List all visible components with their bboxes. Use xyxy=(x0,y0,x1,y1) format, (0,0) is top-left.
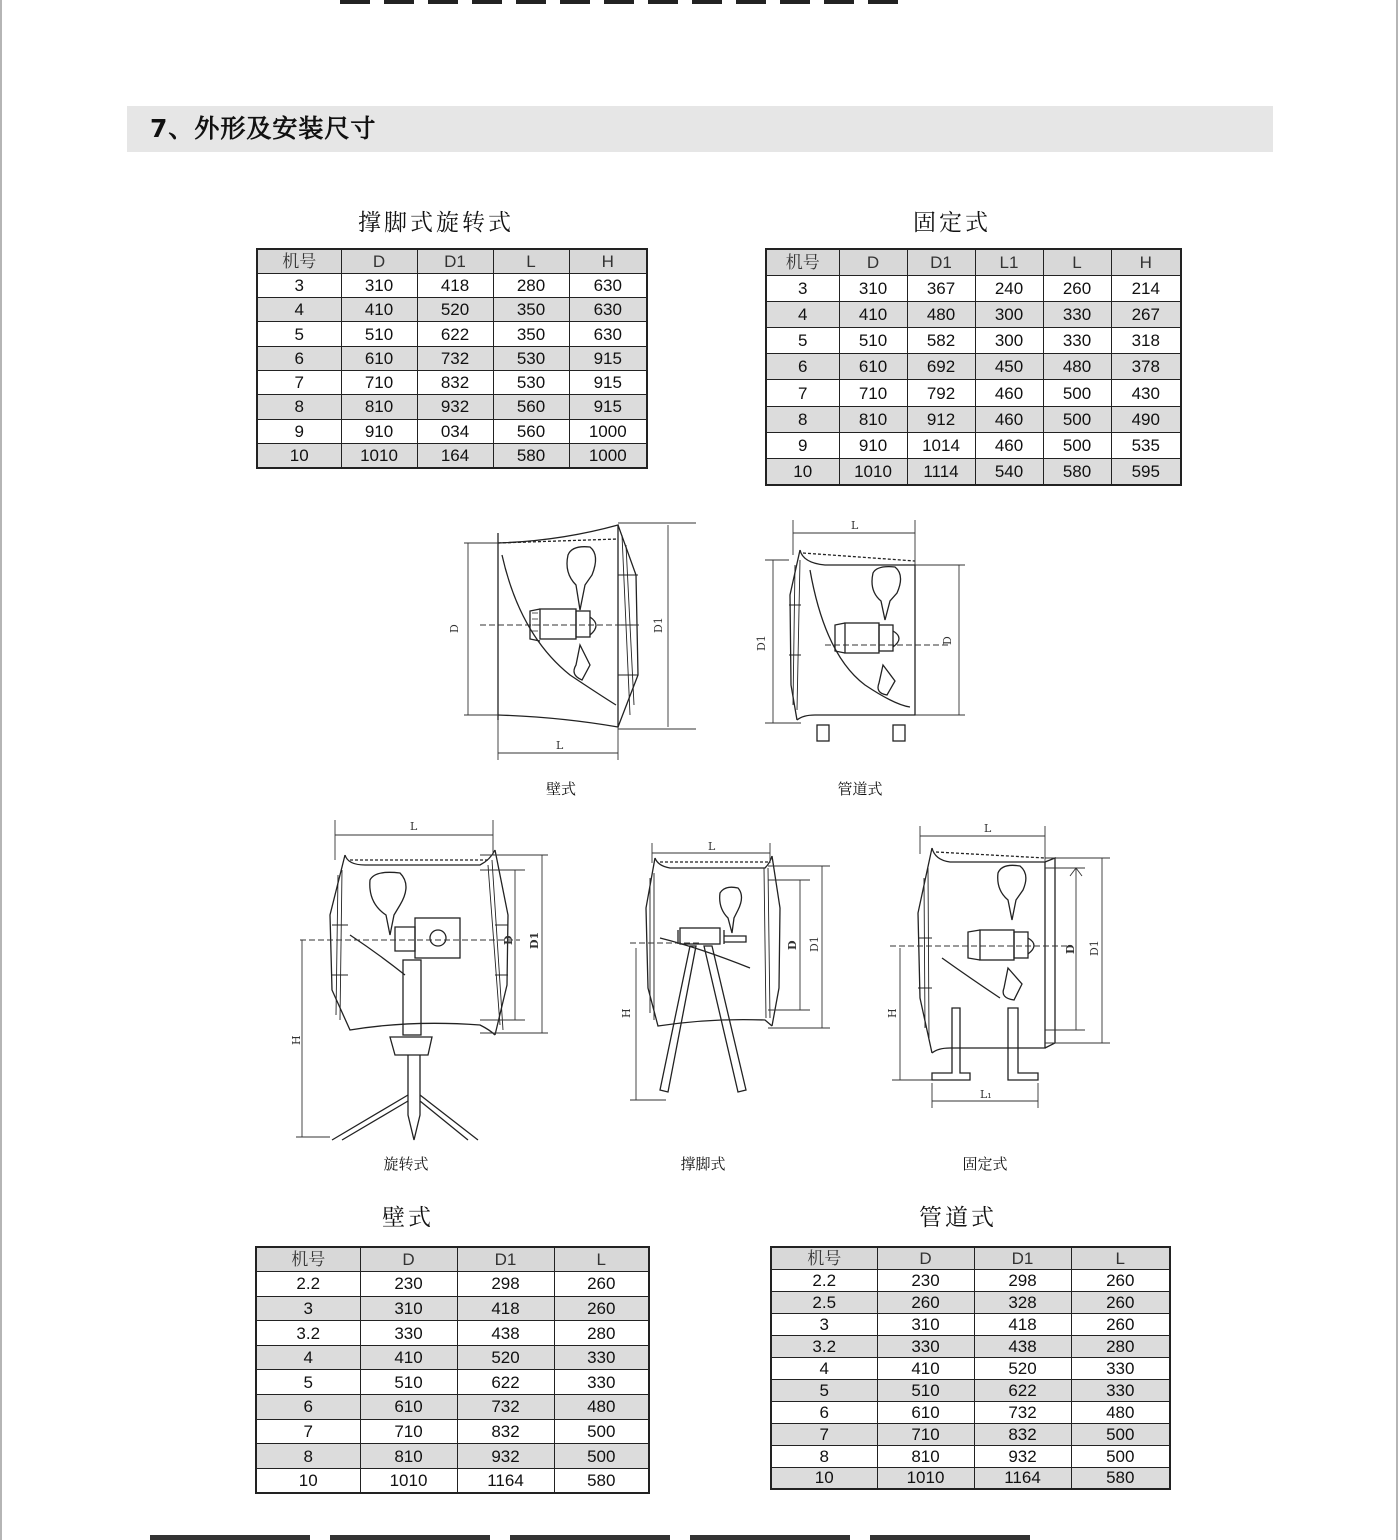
table-cell: 267 xyxy=(1111,301,1181,327)
column-header: D1 xyxy=(907,249,975,275)
table-cell: 298 xyxy=(457,1272,554,1297)
table-cell: 932 xyxy=(417,395,493,419)
table-cell: 480 xyxy=(907,301,975,327)
column-header: 机号 xyxy=(257,249,341,273)
table-row xyxy=(256,1444,649,1469)
duct-spec-table xyxy=(770,1246,1171,1490)
rotary-dim-d1: D1 xyxy=(528,931,541,949)
table-cell: 810 xyxy=(360,1444,457,1469)
table-cell: 430 xyxy=(1111,380,1181,406)
table-row xyxy=(256,1395,649,1420)
table-cell: 1164 xyxy=(974,1467,1071,1489)
table-cell: 580 xyxy=(554,1468,649,1493)
table-cell: 3 xyxy=(257,273,341,297)
table-cell: 832 xyxy=(417,370,493,394)
table-cell: 732 xyxy=(417,346,493,370)
table-cell: 610 xyxy=(877,1401,974,1423)
table-cell: 418 xyxy=(417,273,493,297)
table-row xyxy=(766,301,1181,327)
table-cell: 500 xyxy=(1043,406,1111,432)
table-cell: 6 xyxy=(771,1401,877,1423)
table-cell: 480 xyxy=(1071,1401,1170,1423)
table-row xyxy=(766,432,1181,458)
table-cell: 915 xyxy=(569,395,647,419)
table-cell: 535 xyxy=(1111,432,1181,458)
table-row xyxy=(256,1370,649,1395)
table-cell: 732 xyxy=(457,1395,554,1420)
table-cell: 540 xyxy=(975,459,1043,485)
table-cell: 300 xyxy=(975,328,1043,354)
table-cell: 460 xyxy=(975,406,1043,432)
table-row xyxy=(771,1467,1170,1489)
table-cell: 310 xyxy=(360,1296,457,1321)
rotary-spec-table xyxy=(256,248,648,469)
fixed-dim-l1: L₁ xyxy=(980,1088,992,1101)
table-cell: 710 xyxy=(839,380,907,406)
wall-drawing-caption: 壁式 xyxy=(545,780,577,798)
table-cell: 410 xyxy=(360,1345,457,1370)
table-cell: 330 xyxy=(877,1335,974,1357)
table-row xyxy=(257,322,647,346)
wall-dim-d: D xyxy=(448,624,461,633)
table-cell: 350 xyxy=(493,298,569,322)
table-cell: 4 xyxy=(766,301,839,327)
table-cell: 260 xyxy=(1043,275,1111,301)
table-cell: 9 xyxy=(766,432,839,458)
table-cell: 6 xyxy=(257,346,341,370)
column-header: L xyxy=(1071,1247,1170,1269)
column-header: D xyxy=(839,249,907,275)
table-cell: 610 xyxy=(341,346,417,370)
table-cell: 298 xyxy=(974,1269,1071,1291)
table-row xyxy=(257,346,647,370)
cropped-footer-remnant xyxy=(150,1535,1030,1540)
table-row xyxy=(766,354,1181,380)
table-cell: 7 xyxy=(766,380,839,406)
table-cell: 330 xyxy=(360,1321,457,1346)
table-cell: 1000 xyxy=(569,419,647,443)
fixed-dim-h: H xyxy=(886,1008,899,1018)
table-cell: 480 xyxy=(1043,354,1111,380)
table-cell: 1114 xyxy=(907,459,975,485)
table-cell: 520 xyxy=(457,1345,554,1370)
table-cell: 418 xyxy=(457,1296,554,1321)
stand-dim-d: D xyxy=(786,940,799,950)
table-cell: 7 xyxy=(257,370,341,394)
table-cell: 260 xyxy=(1071,1291,1170,1313)
table-cell: 932 xyxy=(974,1445,1071,1467)
table-cell: 10 xyxy=(256,1468,360,1493)
wall-dim-l: L xyxy=(556,739,564,752)
rotary-dim-d: D xyxy=(502,935,515,945)
column-header: L xyxy=(1043,249,1111,275)
table-row xyxy=(771,1445,1170,1467)
table-cell: 330 xyxy=(554,1345,649,1370)
table-cell: 5 xyxy=(766,328,839,354)
column-header: D xyxy=(877,1247,974,1269)
table-row xyxy=(257,370,647,394)
table-cell: 460 xyxy=(975,432,1043,458)
table-row xyxy=(771,1379,1170,1401)
rotary-dim-h: H xyxy=(290,1035,303,1045)
table-cell: 520 xyxy=(974,1357,1071,1379)
table-row xyxy=(771,1423,1170,1445)
table-cell: 630 xyxy=(569,273,647,297)
table-cell: 622 xyxy=(417,322,493,346)
table-cell: 832 xyxy=(974,1423,1071,1445)
table-row xyxy=(766,380,1181,406)
table-cell: 500 xyxy=(1071,1423,1170,1445)
table-cell: 580 xyxy=(1043,459,1111,485)
table-cell: 4 xyxy=(771,1357,877,1379)
table-cell: 438 xyxy=(457,1321,554,1346)
table-cell: 10 xyxy=(257,443,341,467)
table-cell: 1010 xyxy=(360,1468,457,1493)
table-cell: 330 xyxy=(1071,1379,1170,1401)
table-cell: 710 xyxy=(360,1419,457,1444)
table-cell: 450 xyxy=(975,354,1043,380)
table-cell: 240 xyxy=(975,275,1043,301)
table-cell: 2.5 xyxy=(771,1291,877,1313)
table-row xyxy=(256,1468,649,1493)
fixed-spec-table xyxy=(765,248,1182,486)
table-cell: 164 xyxy=(417,443,493,467)
table-row xyxy=(771,1335,1170,1357)
duct-dim-d1: D1 xyxy=(755,635,768,651)
table-cell: 5 xyxy=(256,1370,360,1395)
table-cell: 260 xyxy=(1071,1313,1170,1335)
table-cell: 280 xyxy=(554,1321,649,1346)
column-header: D xyxy=(360,1247,457,1272)
table-cell: 3 xyxy=(256,1296,360,1321)
rotary-table-title: 撑脚式旋转式 xyxy=(358,210,514,236)
table-cell: 8 xyxy=(256,1444,360,1469)
table-cell: 7 xyxy=(256,1419,360,1444)
table-cell: 350 xyxy=(493,322,569,346)
table-cell: 510 xyxy=(360,1370,457,1395)
table-row xyxy=(256,1296,649,1321)
table-cell: 330 xyxy=(1071,1357,1170,1379)
table-cell: 9 xyxy=(257,419,341,443)
fixed-dim-d1: D1 xyxy=(1088,940,1101,956)
table-cell: 832 xyxy=(457,1419,554,1444)
table-cell: 10 xyxy=(771,1467,877,1489)
table-row xyxy=(766,275,1181,301)
table-cell: 214 xyxy=(1111,275,1181,301)
table-cell: 330 xyxy=(1043,328,1111,354)
table-cell: 1164 xyxy=(457,1468,554,1493)
table-cell: 1010 xyxy=(839,459,907,485)
table-cell: 932 xyxy=(457,1444,554,1469)
table-cell: 3.2 xyxy=(256,1321,360,1346)
table-cell: 622 xyxy=(974,1379,1071,1401)
table-cell: 1010 xyxy=(877,1467,974,1489)
table-cell: 5 xyxy=(257,322,341,346)
column-header: 机号 xyxy=(766,249,839,275)
table-cell: 260 xyxy=(554,1296,649,1321)
table-cell: 500 xyxy=(554,1444,649,1469)
table-cell: 520 xyxy=(417,298,493,322)
table-row xyxy=(771,1291,1170,1313)
fixed-dim-d: D xyxy=(1064,944,1077,954)
table-cell: 530 xyxy=(493,370,569,394)
table-cell: 510 xyxy=(877,1379,974,1401)
table-cell: 230 xyxy=(877,1269,974,1291)
fixed-fan-drawing xyxy=(880,818,1115,1113)
table-cell: 500 xyxy=(1043,380,1111,406)
table-cell: 2.2 xyxy=(256,1272,360,1297)
table-cell: 710 xyxy=(341,370,417,394)
table-cell: 3 xyxy=(771,1313,877,1335)
duct-fan-drawing xyxy=(745,515,975,745)
table-cell: 510 xyxy=(839,328,907,354)
table-cell: 8 xyxy=(766,406,839,432)
table-cell: 5 xyxy=(771,1379,877,1401)
duct-dim-d: D xyxy=(941,636,954,645)
table-cell: 6 xyxy=(256,1395,360,1420)
table-cell: 310 xyxy=(839,275,907,301)
fixed-dim-l: L xyxy=(984,822,992,835)
column-header: 机号 xyxy=(256,1247,360,1272)
wall-dim-d1: D1 xyxy=(652,617,665,633)
table-cell: 610 xyxy=(360,1395,457,1420)
table-cell: 915 xyxy=(569,370,647,394)
column-header: L xyxy=(493,249,569,273)
column-header: H xyxy=(569,249,647,273)
table-cell: 460 xyxy=(975,380,1043,406)
table-cell: 4 xyxy=(256,1345,360,1370)
table-cell: 1000 xyxy=(569,443,647,467)
table-cell: 810 xyxy=(877,1445,974,1467)
table-cell: 610 xyxy=(839,354,907,380)
wall-table-title: 壁式 xyxy=(382,1205,434,1231)
table-cell: 1014 xyxy=(907,432,975,458)
table-cell: 410 xyxy=(877,1357,974,1379)
column-header: D1 xyxy=(457,1247,554,1272)
column-header: L xyxy=(554,1247,649,1272)
wall-fan-drawing xyxy=(440,515,710,770)
duct-drawing-caption: 管道式 xyxy=(837,780,883,798)
table-cell: 915 xyxy=(569,346,647,370)
table-cell: 410 xyxy=(341,298,417,322)
table-cell: 330 xyxy=(1043,301,1111,327)
table-row xyxy=(257,298,647,322)
stand-dim-d1: D1 xyxy=(808,936,821,952)
stand-dim-l: L xyxy=(708,840,716,853)
table-cell: 418 xyxy=(974,1313,1071,1335)
table-row xyxy=(771,1269,1170,1291)
column-header: L1 xyxy=(975,249,1043,275)
duct-table-title: 管道式 xyxy=(919,1205,997,1231)
table-cell: 438 xyxy=(974,1335,1071,1357)
table-cell: 280 xyxy=(493,273,569,297)
table-cell: 1010 xyxy=(341,443,417,467)
table-row xyxy=(257,419,647,443)
table-cell: 595 xyxy=(1111,459,1181,485)
table-cell: 034 xyxy=(417,419,493,443)
wall-spec-table xyxy=(255,1246,650,1494)
table-cell: 810 xyxy=(341,395,417,419)
table-row xyxy=(256,1419,649,1444)
table-cell: 230 xyxy=(360,1272,457,1297)
table-cell: 630 xyxy=(569,298,647,322)
table-row xyxy=(257,395,647,419)
table-cell: 3 xyxy=(766,275,839,301)
table-cell: 530 xyxy=(493,346,569,370)
table-cell: 318 xyxy=(1111,328,1181,354)
rotary-dim-l: L xyxy=(410,820,418,833)
table-cell: 7 xyxy=(771,1423,877,1445)
duct-dim-l: L xyxy=(851,519,859,532)
table-cell: 378 xyxy=(1111,354,1181,380)
table-row xyxy=(771,1357,1170,1379)
table-row xyxy=(257,443,647,467)
table-row xyxy=(771,1401,1170,1423)
table-cell: 328 xyxy=(974,1291,1071,1313)
table-row xyxy=(256,1272,649,1297)
table-row xyxy=(256,1345,649,1370)
table-cell: 500 xyxy=(1043,432,1111,458)
table-cell: 260 xyxy=(1071,1269,1170,1291)
table-row xyxy=(766,406,1181,432)
table-cell: 8 xyxy=(771,1445,877,1467)
column-header: D1 xyxy=(417,249,493,273)
table-row xyxy=(771,1313,1170,1335)
table-row xyxy=(766,459,1181,485)
rotary-fan-drawing xyxy=(290,815,560,1145)
stand-drawing-caption: 撑脚式 xyxy=(680,1155,726,1173)
table-cell: 622 xyxy=(457,1370,554,1395)
table-cell: 3.2 xyxy=(771,1335,877,1357)
fixed-table-title: 固定式 xyxy=(913,210,991,236)
table-cell: 630 xyxy=(569,322,647,346)
table-cell: 8 xyxy=(257,395,341,419)
table-cell: 330 xyxy=(554,1370,649,1395)
table-cell: 580 xyxy=(1071,1467,1170,1489)
table-cell: 810 xyxy=(839,406,907,432)
table-cell: 480 xyxy=(554,1395,649,1420)
table-cell: 310 xyxy=(341,273,417,297)
table-cell: 500 xyxy=(554,1419,649,1444)
table-cell: 310 xyxy=(877,1313,974,1335)
table-cell: 10 xyxy=(766,459,839,485)
table-cell: 260 xyxy=(554,1272,649,1297)
cropped-heading-remnant xyxy=(340,0,910,4)
table-cell: 280 xyxy=(1071,1335,1170,1357)
table-row xyxy=(257,273,647,297)
table-cell: 732 xyxy=(974,1401,1071,1423)
column-header: 机号 xyxy=(771,1247,877,1269)
table-cell: 6 xyxy=(766,354,839,380)
table-cell: 582 xyxy=(907,328,975,354)
table-cell: 260 xyxy=(877,1291,974,1313)
stand-fan-drawing xyxy=(620,838,835,1103)
table-cell: 912 xyxy=(907,406,975,432)
table-row xyxy=(256,1321,649,1346)
table-cell: 692 xyxy=(907,354,975,380)
fixed-drawing-caption: 固定式 xyxy=(962,1155,1008,1173)
table-cell: 910 xyxy=(341,419,417,443)
column-header: D1 xyxy=(974,1247,1071,1269)
table-cell: 910 xyxy=(839,432,907,458)
table-cell: 560 xyxy=(493,419,569,443)
table-cell: 560 xyxy=(493,395,569,419)
stand-dim-h: H xyxy=(620,1008,633,1018)
table-row xyxy=(766,328,1181,354)
table-cell: 2.2 xyxy=(771,1269,877,1291)
table-cell: 300 xyxy=(975,301,1043,327)
table-cell: 580 xyxy=(493,443,569,467)
table-cell: 367 xyxy=(907,275,975,301)
table-cell: 490 xyxy=(1111,406,1181,432)
table-cell: 500 xyxy=(1071,1445,1170,1467)
rotary-drawing-caption: 旋转式 xyxy=(383,1155,429,1173)
table-cell: 510 xyxy=(341,322,417,346)
table-cell: 792 xyxy=(907,380,975,406)
section-title: 7、外形及安装尺寸 xyxy=(127,106,1273,152)
column-header: H xyxy=(1111,249,1181,275)
table-cell: 710 xyxy=(877,1423,974,1445)
table-cell: 410 xyxy=(839,301,907,327)
column-header: D xyxy=(341,249,417,273)
table-cell: 4 xyxy=(257,298,341,322)
